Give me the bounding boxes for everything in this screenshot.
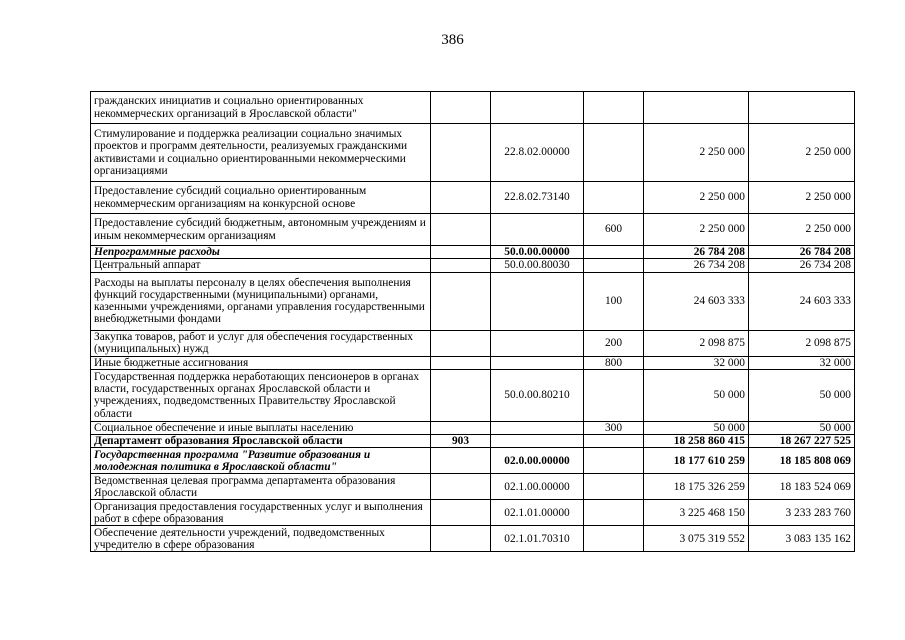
amount-year2-cell: 2 250 000	[749, 124, 855, 182]
expense-name-cell: Стимулирование и поддержка реализации социально значимых проектов и программ деятельности, реализуемых гражданскими активистами и социально ориентированными некоммерческими организациями	[91, 124, 431, 182]
department-code-cell	[431, 356, 491, 369]
target-item-code-cell: 02.0.00.00000	[491, 448, 584, 474]
target-item-code-cell	[491, 272, 584, 330]
target-item-code-cell: 02.1.01.00000	[491, 500, 584, 526]
amount-year1-cell: 26 784 208	[644, 246, 749, 259]
department-code-cell	[431, 448, 491, 474]
amount-year1-cell: 32 000	[644, 356, 749, 369]
amount-year2-cell: 26 734 208	[749, 259, 855, 272]
department-code-cell	[431, 259, 491, 272]
department-code-cell: 903	[431, 435, 491, 448]
amount-year2-cell: 3 233 283 760	[749, 500, 855, 526]
expense-name-cell: Социальное обеспечение и иные выплаты населению	[91, 421, 431, 434]
expense-name-cell: Ведомственная целевая программа департамента образования Ярославской области	[91, 474, 431, 500]
amount-year1-cell: 50 000	[644, 369, 749, 421]
expense-type-cell	[584, 369, 644, 421]
department-code-cell	[431, 182, 491, 214]
expense-type-cell: 300	[584, 421, 644, 434]
expense-name-cell: Департамент образования Ярославской области	[91, 435, 431, 448]
department-code-cell	[431, 246, 491, 259]
target-item-code-cell	[491, 435, 584, 448]
table-row	[91, 246, 855, 259]
amount-year2-cell: 2 250 000	[749, 182, 855, 214]
table-row	[91, 259, 855, 272]
expense-type-cell	[584, 124, 644, 182]
expense-name-cell: гражданских инициатив и социально ориентированных некоммерческих организаций в Ярославской области"	[91, 92, 431, 124]
target-item-code-cell	[491, 356, 584, 369]
table-row	[91, 272, 855, 330]
target-item-code-cell: 50.0.00.80030	[491, 259, 584, 272]
table-row	[91, 500, 855, 526]
expense-name-cell: Центральный аппарат	[91, 259, 431, 272]
target-item-code-cell: 02.1.00.00000	[491, 474, 584, 500]
amount-year2-cell: 24 603 333	[749, 272, 855, 330]
department-code-cell	[431, 272, 491, 330]
table-row	[91, 330, 855, 356]
table-row	[91, 369, 855, 421]
expense-name-cell: Государственная программа "Развитие образования и молодежная политика в Ярославской области"	[91, 448, 431, 474]
amount-year1-cell: 24 603 333	[644, 272, 749, 330]
expense-type-cell	[584, 474, 644, 500]
amount-year1-cell: 18 258 860 415	[644, 435, 749, 448]
department-code-cell	[431, 330, 491, 356]
table-row	[91, 92, 855, 124]
amount-year1-cell: 2 250 000	[644, 182, 749, 214]
expense-type-cell	[584, 92, 644, 124]
target-item-code-cell	[491, 421, 584, 434]
department-code-cell	[431, 124, 491, 182]
amount-year2-cell: 2 250 000	[749, 214, 855, 246]
target-item-code-cell: 50.0.00.80210	[491, 369, 584, 421]
expense-name-cell: Расходы на выплаты персоналу в целях обеспечения выполнения функций государственными (муниципальными) органами, казенными учреждениями, органами управления государственными внебюджетными фондами	[91, 272, 431, 330]
amount-year2-cell: 18 267 227 525	[749, 435, 855, 448]
amount-year1-cell: 50 000	[644, 421, 749, 434]
expense-type-cell	[584, 259, 644, 272]
amount-year2-cell: 2 098 875	[749, 330, 855, 356]
table-row	[91, 435, 855, 448]
expense-type-cell	[584, 500, 644, 526]
table-row	[91, 421, 855, 434]
table-row	[91, 474, 855, 500]
table-row	[91, 182, 855, 214]
target-item-code-cell: 22.8.02.00000	[491, 124, 584, 182]
expense-name-cell: Предоставление субсидий социально ориентированным некоммерческим организациям на конкурсной основе	[91, 182, 431, 214]
expense-name-cell: Обеспечение деятельности учреждений, подведомственных учредителю в сфере образования	[91, 526, 431, 552]
expense-name-cell: Иные бюджетные ассигнования	[91, 356, 431, 369]
expense-type-cell: 800	[584, 356, 644, 369]
target-item-code-cell	[491, 92, 584, 124]
amount-year1-cell: 3 225 468 150	[644, 500, 749, 526]
expense-type-cell	[584, 435, 644, 448]
department-code-cell	[431, 421, 491, 434]
department-code-cell	[431, 500, 491, 526]
amount-year1-cell: 18 175 326 259	[644, 474, 749, 500]
expense-type-cell	[584, 448, 644, 474]
department-code-cell	[431, 526, 491, 552]
amount-year2-cell: 50 000	[749, 369, 855, 421]
department-code-cell	[431, 214, 491, 246]
expense-name-cell: Организация предоставления государственных услуг и выполнения работ в сфере образования	[91, 500, 431, 526]
table-row	[91, 214, 855, 246]
amount-year1-cell	[644, 92, 749, 124]
amount-year1-cell: 2 250 000	[644, 214, 749, 246]
expense-name-cell: Предоставление субсидий бюджетным, автономным учреждениям и иным некоммерческим организациям	[91, 214, 431, 246]
target-item-code-cell: 02.1.01.70310	[491, 526, 584, 552]
expense-type-cell: 200	[584, 330, 644, 356]
budget-table-body	[91, 92, 855, 552]
department-code-cell	[431, 92, 491, 124]
amount-year2-cell: 26 784 208	[749, 246, 855, 259]
page-number: 386	[441, 32, 464, 48]
expense-name-cell: Закупка товаров, работ и услуг для обеспечения государственных (муниципальных) нужд	[91, 330, 431, 356]
target-item-code-cell	[491, 330, 584, 356]
target-item-code-cell: 22.8.02.73140	[491, 182, 584, 214]
amount-year2-cell: 3 083 135 162	[749, 526, 855, 552]
expense-type-cell	[584, 526, 644, 552]
amount-year1-cell: 18 177 610 259	[644, 448, 749, 474]
department-code-cell	[431, 474, 491, 500]
expense-type-cell	[584, 182, 644, 214]
amount-year2-cell: 18 183 524 069	[749, 474, 855, 500]
amount-year2-cell: 18 185 808 069	[749, 448, 855, 474]
expense-type-cell: 100	[584, 272, 644, 330]
expense-name-cell: Непрограммные расходы	[91, 246, 431, 259]
amount-year1-cell: 2 098 875	[644, 330, 749, 356]
target-item-code-cell	[491, 214, 584, 246]
expense-type-cell: 600	[584, 214, 644, 246]
budget-table	[90, 91, 855, 552]
amount-year1-cell: 26 734 208	[644, 259, 749, 272]
table-row	[91, 526, 855, 552]
table-row	[91, 448, 855, 474]
amount-year1-cell: 3 075 319 552	[644, 526, 749, 552]
amount-year2-cell: 50 000	[749, 421, 855, 434]
expense-type-cell	[584, 246, 644, 259]
target-item-code-cell: 50.0.00.00000	[491, 246, 584, 259]
department-code-cell	[431, 369, 491, 421]
amount-year1-cell: 2 250 000	[644, 124, 749, 182]
table-row	[91, 356, 855, 369]
amount-year2-cell: 32 000	[749, 356, 855, 369]
expense-name-cell: Государственная поддержка неработающих пенсионеров в органах власти, государственных органах Ярославской области и учреждениях, подведомственных Правительству Ярославской области	[91, 369, 431, 421]
amount-year2-cell	[749, 92, 855, 124]
table-row	[91, 124, 855, 182]
